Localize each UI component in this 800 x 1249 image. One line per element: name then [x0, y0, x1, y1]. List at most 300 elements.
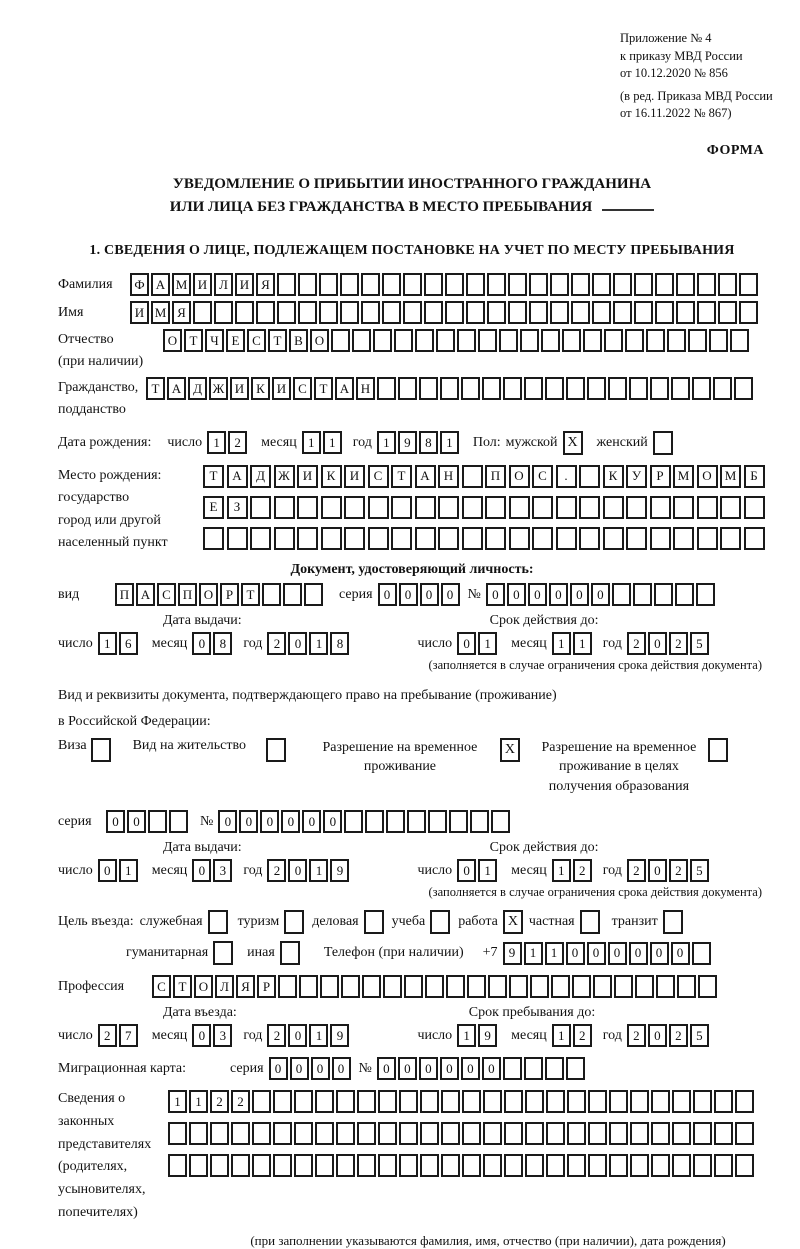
char-cell[interactable]: 0 [332, 1057, 351, 1080]
char-cell[interactable]: 9 [398, 431, 417, 454]
char-cell[interactable]: 1 [573, 632, 592, 655]
char-cell[interactable] [457, 329, 476, 352]
char-cell[interactable] [466, 273, 485, 296]
char-cell[interactable]: 1 [119, 859, 138, 882]
char-cell[interactable] [297, 496, 318, 519]
char-cell[interactable] [321, 496, 342, 519]
char-cell[interactable] [319, 301, 338, 324]
char-cell[interactable]: Л [215, 975, 234, 998]
char-cell[interactable] [567, 1154, 586, 1177]
char-cell[interactable]: 5 [690, 632, 709, 655]
char-cell[interactable] [361, 273, 380, 296]
char-cell[interactable] [545, 377, 564, 400]
char-cell[interactable]: К [251, 377, 270, 400]
char-cell[interactable] [210, 1154, 229, 1177]
char-cell[interactable] [509, 496, 530, 519]
char-cell[interactable] [696, 583, 715, 606]
char-cell[interactable] [646, 329, 665, 352]
char-cell[interactable] [524, 1057, 543, 1080]
char-cell[interactable]: 0 [398, 1057, 417, 1080]
char-cell[interactable]: 0 [461, 1057, 480, 1080]
char-cell[interactable] [168, 1122, 187, 1145]
char-cell[interactable] [362, 975, 381, 998]
char-cell[interactable] [579, 527, 600, 550]
char-cell[interactable]: У [626, 465, 647, 488]
char-cell[interactable] [283, 583, 302, 606]
char-cell[interactable]: Т [184, 329, 203, 352]
char-cell[interactable] [383, 975, 402, 998]
char-cell[interactable]: З [227, 496, 248, 519]
char-cell[interactable]: Л [214, 273, 233, 296]
char-cell[interactable]: 1 [98, 632, 117, 655]
char-cell[interactable] [673, 496, 694, 519]
char-cell[interactable] [336, 1090, 355, 1113]
char-cell[interactable] [403, 273, 422, 296]
char-cell[interactable] [294, 1122, 313, 1145]
char-cell[interactable] [673, 527, 694, 550]
char-cell[interactable] [399, 1122, 418, 1145]
char-cell[interactable]: Т [391, 465, 412, 488]
char-cell[interactable] [298, 301, 317, 324]
char-cell[interactable] [438, 527, 459, 550]
char-cell[interactable] [462, 465, 483, 488]
char-cell[interactable]: 0 [399, 583, 418, 606]
char-cell[interactable] [391, 496, 412, 519]
char-cell[interactable] [508, 273, 527, 296]
char-cell[interactable]: 9 [330, 1024, 349, 1047]
char-cell[interactable]: . [556, 465, 577, 488]
char-cell[interactable] [676, 273, 695, 296]
char-cell[interactable] [720, 527, 741, 550]
char-cell[interactable] [440, 377, 459, 400]
char-cell[interactable] [593, 975, 612, 998]
char-cell[interactable] [277, 301, 296, 324]
char-cell[interactable] [739, 301, 758, 324]
char-cell[interactable]: 5 [690, 1024, 709, 1047]
char-cell[interactable] [529, 273, 548, 296]
char-cell[interactable]: Т [268, 329, 287, 352]
char-cell[interactable] [404, 975, 423, 998]
char-cell[interactable] [273, 1122, 292, 1145]
char-cell[interactable] [297, 527, 318, 550]
char-cell[interactable] [714, 1122, 733, 1145]
char-cell[interactable] [203, 527, 224, 550]
char-cell[interactable]: 2 [669, 859, 688, 882]
char-cell[interactable]: 0 [482, 1057, 501, 1080]
char-cell[interactable]: С [532, 465, 553, 488]
char-cell[interactable]: М [151, 301, 170, 324]
char-cell[interactable]: 2 [627, 859, 646, 882]
char-cell[interactable] [319, 273, 338, 296]
char-cell[interactable] [382, 301, 401, 324]
char-cell[interactable]: 2 [98, 1024, 117, 1047]
char-cell[interactable] [485, 496, 506, 519]
char-cell[interactable] [530, 975, 549, 998]
char-cell[interactable]: 0 [98, 859, 117, 882]
char-cell[interactable] [294, 1154, 313, 1177]
char-cell[interactable] [688, 329, 707, 352]
char-cell[interactable]: О [194, 975, 213, 998]
char-cell[interactable] [656, 975, 675, 998]
char-cell[interactable] [730, 329, 749, 352]
char-cell[interactable] [336, 1122, 355, 1145]
purpose-private-checkbox[interactable] [580, 910, 600, 934]
char-cell[interactable]: 0 [288, 859, 307, 882]
char-cell[interactable]: Т [203, 465, 224, 488]
char-cell[interactable] [340, 301, 359, 324]
char-cell[interactable]: Я [256, 273, 275, 296]
char-cell[interactable] [398, 377, 417, 400]
char-cell[interactable]: 0 [420, 583, 439, 606]
char-cell[interactable] [735, 1122, 754, 1145]
char-cell[interactable] [693, 1154, 712, 1177]
char-cell[interactable]: Н [438, 465, 459, 488]
visa-checkbox[interactable] [91, 738, 111, 762]
char-cell[interactable] [399, 1090, 418, 1113]
char-cell[interactable] [718, 301, 737, 324]
temp-residence-education-checkbox[interactable] [708, 738, 728, 762]
char-cell[interactable]: 0 [260, 810, 279, 833]
char-cell[interactable] [583, 329, 602, 352]
char-cell[interactable] [169, 810, 188, 833]
char-cell[interactable] [655, 301, 674, 324]
char-cell[interactable]: 2 [267, 859, 286, 882]
char-cell[interactable] [650, 377, 669, 400]
char-cell[interactable] [252, 1154, 271, 1177]
char-cell[interactable] [344, 527, 365, 550]
char-cell[interactable] [377, 377, 396, 400]
char-cell[interactable] [697, 273, 716, 296]
char-cell[interactable] [357, 1154, 376, 1177]
char-cell[interactable] [525, 1122, 544, 1145]
char-cell[interactable] [256, 301, 275, 324]
char-cell[interactable] [252, 1122, 271, 1145]
char-cell[interactable] [504, 1122, 523, 1145]
char-cell[interactable] [525, 1154, 544, 1177]
char-cell[interactable]: 2 [267, 632, 286, 655]
char-cell[interactable]: Н [356, 377, 375, 400]
char-cell[interactable] [735, 1090, 754, 1113]
char-cell[interactable]: 0 [269, 1057, 288, 1080]
char-cell[interactable]: 9 [503, 942, 522, 965]
char-cell[interactable]: 0 [441, 583, 460, 606]
char-cell[interactable]: 0 [648, 1024, 667, 1047]
char-cell[interactable] [613, 301, 632, 324]
char-cell[interactable] [667, 329, 686, 352]
char-cell[interactable] [193, 301, 212, 324]
char-cell[interactable]: С [152, 975, 171, 998]
char-cell[interactable]: А [136, 583, 155, 606]
char-cell[interactable] [572, 975, 591, 998]
char-cell[interactable]: И [235, 273, 254, 296]
char-cell[interactable]: 1 [457, 1024, 476, 1047]
char-cell[interactable] [698, 975, 717, 998]
char-cell[interactable] [651, 1154, 670, 1177]
purpose-tourism-checkbox[interactable] [284, 910, 304, 934]
char-cell[interactable] [425, 975, 444, 998]
char-cell[interactable] [634, 273, 653, 296]
char-cell[interactable] [340, 273, 359, 296]
char-cell[interactable] [579, 496, 600, 519]
char-cell[interactable]: Ф [130, 273, 149, 296]
char-cell[interactable]: 0 [671, 942, 690, 965]
char-cell[interactable]: Б [744, 465, 765, 488]
char-cell[interactable]: 2 [228, 431, 247, 454]
char-cell[interactable]: П [178, 583, 197, 606]
char-cell[interactable] [650, 527, 671, 550]
char-cell[interactable] [420, 1090, 439, 1113]
char-cell[interactable]: Ж [274, 465, 295, 488]
char-cell[interactable] [550, 301, 569, 324]
char-cell[interactable] [445, 301, 464, 324]
char-cell[interactable]: Ж [209, 377, 228, 400]
char-cell[interactable] [250, 527, 271, 550]
char-cell[interactable] [609, 1122, 628, 1145]
char-cell[interactable] [626, 527, 647, 550]
char-cell[interactable] [650, 496, 671, 519]
char-cell[interactable]: 2 [669, 632, 688, 655]
char-cell[interactable] [361, 301, 380, 324]
char-cell[interactable]: В [289, 329, 308, 352]
purpose-humanitarian-checkbox[interactable] [213, 941, 233, 965]
char-cell[interactable]: 0 [218, 810, 237, 833]
char-cell[interactable] [227, 527, 248, 550]
char-cell[interactable]: 0 [323, 810, 342, 833]
char-cell[interactable] [588, 1122, 607, 1145]
char-cell[interactable] [693, 1122, 712, 1145]
char-cell[interactable] [428, 810, 447, 833]
char-cell[interactable]: И [297, 465, 318, 488]
char-cell[interactable] [415, 496, 436, 519]
purpose-other-checkbox[interactable] [280, 941, 300, 965]
char-cell[interactable] [676, 301, 695, 324]
char-cell[interactable]: 1 [323, 431, 342, 454]
char-cell[interactable]: 3 [213, 859, 232, 882]
char-cell[interactable] [491, 810, 510, 833]
char-cell[interactable] [499, 329, 518, 352]
char-cell[interactable] [344, 496, 365, 519]
char-cell[interactable]: П [115, 583, 134, 606]
char-cell[interactable] [341, 975, 360, 998]
char-cell[interactable] [651, 1090, 670, 1113]
char-cell[interactable] [592, 301, 611, 324]
char-cell[interactable] [168, 1154, 187, 1177]
char-cell[interactable]: М [172, 273, 191, 296]
char-cell[interactable] [509, 527, 530, 550]
char-cell[interactable] [321, 527, 342, 550]
purpose-official-checkbox[interactable] [208, 910, 228, 934]
char-cell[interactable]: О [509, 465, 530, 488]
purpose-business-checkbox[interactable] [364, 910, 384, 934]
char-cell[interactable] [399, 1154, 418, 1177]
char-cell[interactable]: Д [250, 465, 271, 488]
char-cell[interactable]: 1 [207, 431, 226, 454]
char-cell[interactable]: П [485, 465, 506, 488]
char-cell[interactable] [720, 496, 741, 519]
char-cell[interactable] [545, 1057, 564, 1080]
char-cell[interactable] [697, 496, 718, 519]
char-cell[interactable] [483, 1122, 502, 1145]
char-cell[interactable] [407, 810, 426, 833]
char-cell[interactable]: 8 [213, 632, 232, 655]
char-cell[interactable] [415, 527, 436, 550]
char-cell[interactable]: 0 [311, 1057, 330, 1080]
char-cell[interactable] [488, 975, 507, 998]
char-cell[interactable] [441, 1090, 460, 1113]
char-cell[interactable]: С [293, 377, 312, 400]
char-cell[interactable] [532, 496, 553, 519]
char-cell[interactable] [466, 301, 485, 324]
char-cell[interactable] [718, 273, 737, 296]
char-cell[interactable]: Т [146, 377, 165, 400]
char-cell[interactable] [485, 527, 506, 550]
char-cell[interactable] [478, 329, 497, 352]
char-cell[interactable] [735, 1154, 754, 1177]
char-cell[interactable]: 0 [648, 632, 667, 655]
char-cell[interactable] [462, 1154, 481, 1177]
char-cell[interactable]: 0 [377, 1057, 396, 1080]
char-cell[interactable]: 5 [690, 859, 709, 882]
char-cell[interactable] [274, 527, 295, 550]
char-cell[interactable] [304, 583, 323, 606]
char-cell[interactable] [336, 1154, 355, 1177]
char-cell[interactable]: 2 [573, 1024, 592, 1047]
char-cell[interactable] [744, 527, 765, 550]
char-cell[interactable] [315, 1090, 334, 1113]
char-cell[interactable] [483, 1154, 502, 1177]
char-cell[interactable]: И [193, 273, 212, 296]
char-cell[interactable]: 0 [528, 583, 547, 606]
char-cell[interactable]: 0 [302, 810, 321, 833]
char-cell[interactable] [692, 377, 711, 400]
char-cell[interactable]: 1 [309, 859, 328, 882]
char-cell[interactable] [556, 527, 577, 550]
char-cell[interactable] [508, 301, 527, 324]
char-cell[interactable]: 2 [231, 1090, 250, 1113]
char-cell[interactable]: 1 [309, 1024, 328, 1047]
char-cell[interactable]: 7 [119, 1024, 138, 1047]
char-cell[interactable] [520, 329, 539, 352]
char-cell[interactable]: 1 [478, 859, 497, 882]
char-cell[interactable] [378, 1090, 397, 1113]
char-cell[interactable] [672, 1154, 691, 1177]
char-cell[interactable]: О [199, 583, 218, 606]
char-cell[interactable] [420, 1122, 439, 1145]
char-cell[interactable] [320, 975, 339, 998]
char-cell[interactable] [625, 329, 644, 352]
char-cell[interactable]: 0 [648, 859, 667, 882]
char-cell[interactable]: 3 [213, 1024, 232, 1047]
char-cell[interactable] [487, 273, 506, 296]
char-cell[interactable] [587, 377, 606, 400]
char-cell[interactable] [352, 329, 371, 352]
char-cell[interactable] [588, 1154, 607, 1177]
char-cell[interactable] [274, 496, 295, 519]
char-cell[interactable]: 1 [440, 431, 459, 454]
char-cell[interactable] [532, 527, 553, 550]
char-cell[interactable] [441, 1122, 460, 1145]
char-cell[interactable]: Т [314, 377, 333, 400]
char-cell[interactable] [579, 465, 600, 488]
char-cell[interactable]: 0 [288, 1024, 307, 1047]
char-cell[interactable]: 0 [106, 810, 125, 833]
char-cell[interactable] [424, 301, 443, 324]
char-cell[interactable]: 2 [627, 632, 646, 655]
char-cell[interactable] [614, 975, 633, 998]
char-cell[interactable] [571, 301, 590, 324]
char-cell[interactable] [231, 1122, 250, 1145]
char-cell[interactable] [250, 496, 271, 519]
char-cell[interactable] [566, 1057, 585, 1080]
char-cell[interactable]: 2 [267, 1024, 286, 1047]
char-cell[interactable] [378, 1154, 397, 1177]
char-cell[interactable] [445, 273, 464, 296]
char-cell[interactable]: 1 [302, 431, 321, 454]
char-cell[interactable]: 0 [457, 859, 476, 882]
char-cell[interactable] [592, 273, 611, 296]
char-cell[interactable] [415, 329, 434, 352]
char-cell[interactable] [449, 810, 468, 833]
char-cell[interactable]: 0 [192, 859, 211, 882]
char-cell[interactable] [550, 273, 569, 296]
char-cell[interactable]: К [321, 465, 342, 488]
char-cell[interactable] [626, 496, 647, 519]
char-cell[interactable] [357, 1090, 376, 1113]
char-cell[interactable]: 0 [608, 942, 627, 965]
char-cell[interactable]: О [310, 329, 329, 352]
char-cell[interactable] [189, 1154, 208, 1177]
char-cell[interactable]: 1 [189, 1090, 208, 1113]
char-cell[interactable]: Р [220, 583, 239, 606]
char-cell[interactable] [487, 301, 506, 324]
char-cell[interactable] [504, 1090, 523, 1113]
char-cell[interactable] [461, 377, 480, 400]
char-cell[interactable] [713, 377, 732, 400]
char-cell[interactable] [630, 1154, 649, 1177]
male-checkbox[interactable]: X [563, 431, 583, 455]
char-cell[interactable] [672, 1122, 691, 1145]
char-cell[interactable]: 0 [192, 632, 211, 655]
char-cell[interactable]: 0 [281, 810, 300, 833]
char-cell[interactable] [714, 1154, 733, 1177]
char-cell[interactable]: И [230, 377, 249, 400]
char-cell[interactable] [524, 377, 543, 400]
char-cell[interactable]: 2 [573, 859, 592, 882]
char-cell[interactable] [541, 329, 560, 352]
char-cell[interactable] [709, 329, 728, 352]
char-cell[interactable] [298, 273, 317, 296]
char-cell[interactable] [470, 810, 489, 833]
char-cell[interactable] [483, 1090, 502, 1113]
char-cell[interactable]: А [167, 377, 186, 400]
char-cell[interactable]: Д [188, 377, 207, 400]
char-cell[interactable]: 0 [570, 583, 589, 606]
char-cell[interactable] [368, 496, 389, 519]
char-cell[interactable] [419, 377, 438, 400]
char-cell[interactable] [344, 810, 363, 833]
char-cell[interactable] [655, 273, 674, 296]
char-cell[interactable]: 1 [377, 431, 396, 454]
char-cell[interactable] [482, 377, 501, 400]
char-cell[interactable] [635, 975, 654, 998]
char-cell[interactable] [651, 1122, 670, 1145]
char-cell[interactable] [299, 975, 318, 998]
char-cell[interactable]: О [697, 465, 718, 488]
char-cell[interactable]: 1 [309, 632, 328, 655]
char-cell[interactable]: А [335, 377, 354, 400]
char-cell[interactable] [567, 1122, 586, 1145]
char-cell[interactable] [462, 1122, 481, 1145]
